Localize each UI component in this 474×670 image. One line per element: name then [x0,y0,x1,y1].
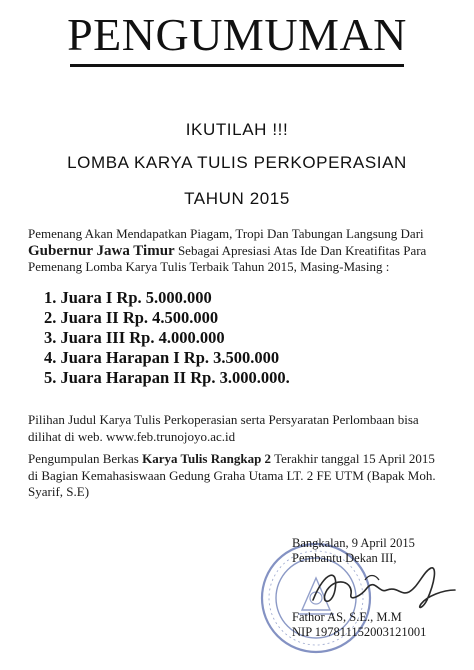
prize-item: 4. Juara Harapan I Rp. 3.500.000 [44,348,280,367]
signatory-name: Fathor AS, S.E., M.M [292,610,402,624]
prize-item: 5. Juara Harapan II Rp. 3.000.000. [44,368,290,387]
website-link[interactable]: www.feb.trunojoyo.ac.id [106,428,236,444]
intro-emphasis: Gubernur Jawa Timur [28,242,175,259]
prize-item: 2. Juara II Rp. 4.500.000 [44,308,219,327]
handwritten-signature [305,560,460,615]
submission-emphasis: Karya Tulis Rangkap 2 [142,451,272,466]
headline-call: IKUTILAH !!! [185,120,289,139]
submission-paragraph [28,451,448,501]
signatory-nip: NIP 197811152003121001 [292,625,427,639]
intro-text-1: Pemenang Akan Mendapatkan Piagam, Tropi Dan Tabungan Langsung Dari [28,226,424,241]
info-text: Pilihan Judul Karya Tulis Perkoperasian serta Persyaratan Perlombaan bisa dilihat di web. [28,412,419,444]
headline-competition: LOMBA KARYA TULIS PERKOPERASIAN [67,153,407,172]
signature-place-date: Bangkalan, 9 April 2015 [292,536,415,550]
signature-position: Pembantu Dekan III, [292,551,397,565]
headline-year: TAHUN 2015 [184,189,290,208]
prize-list [44,288,290,388]
submission-text-1: Pengumpulan Berkas [28,451,139,466]
submission-text-2: Terakhir tanggal 15 April 2015 di Bagian Kemahasiswaan Gedung Graha Utama LT. 2 FE UTM (Bapak Moh. Syarif, S.E) [28,451,436,499]
intro-paragraph [28,226,448,276]
prize-item: 3. Juara III Rp. 4.000.000 [44,328,225,347]
prize-item: 1. Juara I Rp. 5.000.000 [44,288,212,307]
page-title: PENGUMUMAN [67,9,407,60]
intro-text-2: Sebagai Apresiasi Atas Ide Dan Kreatifitas Para Pemenang Lomba Karya Tulis Terbaik Tahun 2015, Masing-Masing : [28,242,427,274]
title-underline [70,64,404,67]
info-paragraph [28,412,448,445]
